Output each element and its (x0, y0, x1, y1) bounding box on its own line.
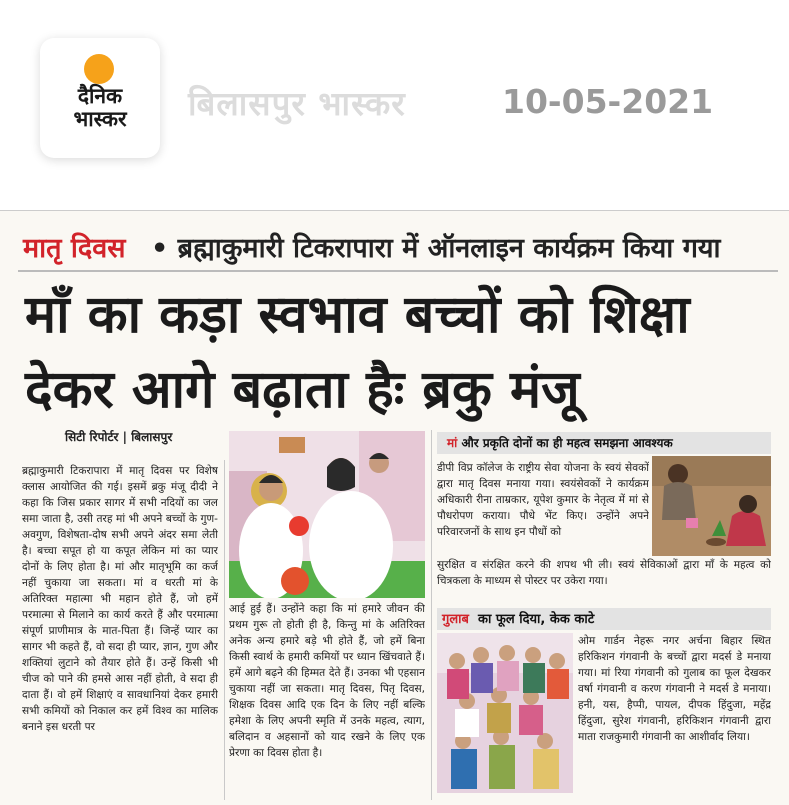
sidebar2-text: ओम गार्डन नेहरू नगर अर्चना बिहार स्थित हरिकिशन गंगवानी के बच्चों द्वारा मदर्स डे मनाया गया। मां रिया गंगवानी को गुलाब का फूल देखकर वर्षा गंगवानी व करण गंगवानी ने मदर्स डे मनाया। हनी, यस, हैप्पी, पायल, दीपक हिंदुजा, महेंद्र हिंदुजा, सुरेश गंगवानी, हरिकिशन गंगवानी द्वारा माता राजकुमारी गंगवानी का आशीर्वाद लिया। (578, 635, 771, 743)
family-group-photo (437, 633, 573, 793)
headline-line1: माँ का कड़ा स्वभाव बच्चों को शिक्षा (25, 285, 690, 345)
headline-line2: देकर आगे बढ़ाता हैः ब्रकु मंजू (25, 360, 580, 420)
dainik-bhaskar-logo[interactable] (40, 38, 160, 158)
sidebar2-heading-red: गुलाब (442, 612, 469, 627)
column-divider (431, 430, 432, 800)
plantation-photo (652, 456, 771, 556)
article-column-2: आई हुई हैं। उन्होंने कहा कि मां हमारे जीवन की प्रथम गुरू तो होती ही है, किन्तु मां के अतिरिक्त अनेक अन्य हमारे बड़े भी होते हैं, जो हमें बिना किसी स्वार्थ के हमारी कमियों पर ध्यान खिंचवाते हैं। हमें आगे बढ़ने की हिम्मत देते हैं। उनका भी एहसान चुकाया नहीं जा सकता। मातृ दिवस, पितृ दिवस, शिक्षक दिवस आदि एक दिन के लिए नहीं बल्कि हमेशा के लिए अपनी स्मृति में उनके महत्व, त्याग, बलिदान व अहसानों को याद रखने के लिए एक प्रेरणा का दिवस होता है। (229, 603, 425, 759)
byline: सिटी रिपोर्टर | बिलासपुर (65, 430, 173, 444)
article-column-1: ब्रह्माकुमारी टिकरापारा में मातृ दिवस पर विशेष क्लास आयोजित की गई। इसमें ब्रकु मंजू दीदी ने कहा कि जिस प्रकार सागर में सभी नदियों का जल समा जाता है, उसी तरह मां भी अपने बच्चों के गुण-अवगुण, विशेषता-दोष सभी अपने अंदर समा लेती है। बच्चा सपूत हो या कपूत लेकिन मां का प्यार दोनों के लिए होता है। मां और मातृभूमि का कर्ज नहीं चुकाया जा सकता। मां व धरती मां के अतिरिक्त महात्मा भी महान होते हैं, जो हमें परमात्मा से मिलाने का कार्य करते हैं और परमात्मा संपूर्ण प्राणीमात्र के मात-पिता हैं। जिन्हें प्यार का सागर भी कहते हैं, वो सदा ही प्यार, ज्ञान, गुण और शक्तियां लुटाने को तैयार होते हैं। उन्हें किसी भी चीज को पाने की हमसे आस नहीं होती, वे सदा ही दाता हैं। वो हमें शिक्षाएं व सावधानियां देकर हमारी सभी कमियों को निकाल कर हमें विश्व का मालिक बनाने इस धरती पर (22, 465, 218, 733)
sidebar1-heading-red: मां (447, 436, 458, 450)
edition-title: बिलासपुर भास्कर (188, 84, 406, 123)
kicker-subtitle: • ब्रह्माकुमारी टिकरापारा में ऑनलाइन कार्यक्रम किया गया (151, 233, 721, 264)
logo-text-line1: दैनिक (77, 84, 123, 108)
edition-date: 10-05-2021 (502, 82, 714, 121)
logo-text-line2: भास्कर (73, 107, 127, 131)
column-divider (224, 460, 225, 800)
sidebar2-heading-rest: का फूल दिया, केक काटे (478, 612, 595, 627)
sun-icon (84, 54, 114, 84)
sidebar1-text-a: डीपी विप्र कॉलेज के राष्ट्रीय सेवा योजना के स्वयं सेवकों द्वारा मातृ दिवस मनाया गया। स्वयंसेवकों ने कार्यक्रम अधिकारी रीना ताम्रकार, यूपेश कुमार के नेतृत्व में मां से पौधरोपण कराया। पौधे भेंट किए। उन्होंने अपने परिवारजनों के साथ इन पौधों को (437, 462, 649, 538)
sidebar1-heading-rest: और प्रकृति दोनों का ही महत्व समझना आवश्यक (461, 436, 673, 450)
sidebar1-heading (447, 434, 673, 451)
brahmakumari-event-photo (229, 431, 425, 598)
sidebar1-text-b: सुरक्षित व संरक्षित करने की शपथ भी ली। स्वयं सेविकाओं द्वारा माँ के महत्व को चित्रकला के माध्यम से पोस्टर पर उकेरा गया। (437, 559, 771, 587)
divider (18, 270, 778, 272)
kicker-label: मातृ दिवस (23, 233, 126, 264)
